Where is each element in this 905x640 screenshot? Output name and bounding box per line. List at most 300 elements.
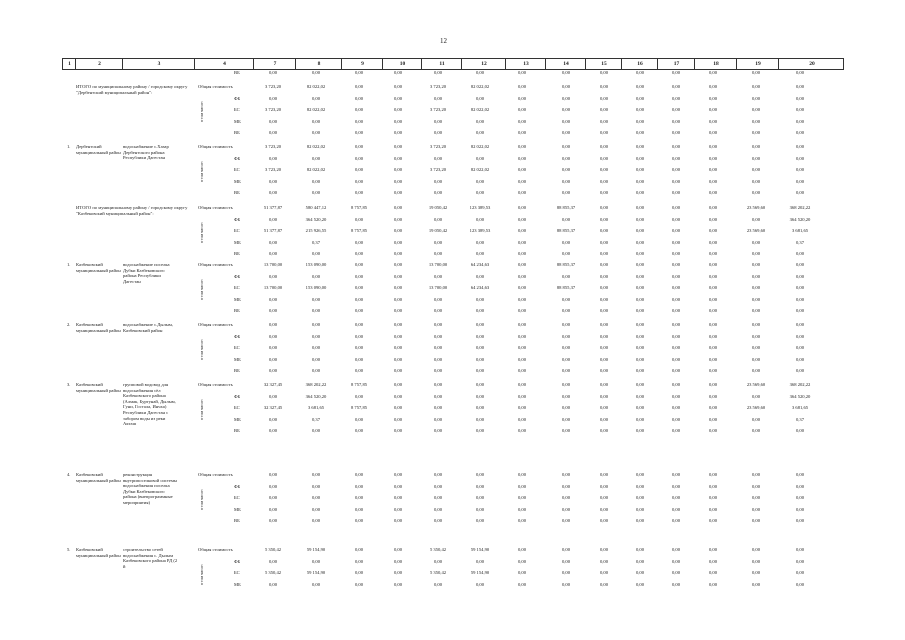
value-cell: 0,00 [561, 107, 571, 112]
in-total-vertical-label: в том числе: [199, 279, 204, 300]
header-cell: 2 [98, 61, 101, 67]
value-cell: 0,00 [751, 308, 761, 313]
value-cell: 0,00 [393, 547, 403, 552]
value-cell: 0,00 [561, 322, 571, 327]
value-cell: 0,00 [751, 95, 761, 101]
fund-label: ВБ [234, 190, 240, 195]
value-cell: 0,00 [751, 322, 761, 327]
value-cell: 0,00 [354, 262, 364, 267]
value-cell: 0,00 [795, 296, 805, 302]
value-cell: 0,00 [795, 84, 805, 89]
value-cell: 0,00 [599, 308, 609, 313]
value-cell: 0,00 [751, 130, 761, 135]
value-cell: 0,00 [475, 356, 485, 362]
value-cell: 0,00 [635, 472, 645, 477]
value-cell: 0,00 [561, 95, 571, 101]
value-cell: 51 377,87 [263, 205, 283, 210]
value-cell: 0,00 [599, 285, 609, 290]
value-cell: 8 757,85 [350, 228, 368, 233]
value-cell: 0,00 [517, 356, 527, 362]
value-cell: 0,00 [354, 570, 364, 575]
value-cell: 0,00 [795, 262, 805, 267]
value-cell: 82 022,02 [470, 167, 490, 172]
value-cell: 0,00 [561, 308, 571, 313]
value-cell: 0,00 [354, 495, 364, 500]
value-cell: 5 350,42 [429, 570, 447, 575]
value-cell: 0,00 [268, 70, 278, 75]
value-cell: 0,00 [311, 356, 321, 362]
value-cell: 0,00 [561, 356, 571, 362]
value-cell: 0,37 [311, 239, 321, 245]
value-cell: 0,00 [433, 495, 443, 500]
value-cell: 0,00 [311, 251, 321, 256]
value-cell: 0,00 [599, 581, 609, 587]
value-cell: 0,00 [268, 190, 278, 195]
value-cell: 0,00 [268, 581, 278, 587]
value-cell: 82 022,02 [306, 84, 326, 89]
value-cell: 0,00 [517, 228, 527, 233]
value-cell: 0,00 [517, 322, 527, 327]
value-cell: 0,00 [517, 144, 527, 149]
object-name: групповой водовод для водоснабжения сёл Казбековского района (Алмак, Буртунай, Дылым, Гуни, Гостала, Инчха) Республики Дагестан с забором воды из реки Акташ [123, 382, 176, 427]
value-cell: 0,00 [475, 70, 485, 75]
value-cell: 364 520,20 [305, 216, 327, 222]
value-cell: 0,00 [635, 322, 645, 327]
value-cell: 0,00 [433, 273, 443, 279]
value-cell: 0,00 [671, 144, 681, 149]
value-cell: 0,00 [268, 273, 278, 279]
fund-label: ФБ [234, 558, 241, 564]
value-cell: 0,00 [561, 190, 571, 195]
value-cell: 0,00 [433, 581, 443, 587]
value-cell: 153 090,00 [305, 285, 327, 290]
value-cell: 0,00 [561, 273, 571, 279]
value-cell: 0,00 [433, 558, 443, 564]
value-cell: 0,00 [635, 296, 645, 302]
value-cell: 0,00 [708, 190, 718, 195]
value-cell: 0,00 [708, 155, 718, 161]
value-cell: 0,00 [561, 345, 571, 350]
fund-label: БС [234, 570, 240, 575]
value-cell: 0,00 [671, 107, 681, 112]
value-cell: 82 022,02 [470, 144, 490, 149]
value-cell: 0,00 [475, 95, 485, 101]
value-cell: 0,00 [795, 428, 805, 433]
value-cell: 0,00 [708, 95, 718, 101]
value-cell: 0,00 [708, 356, 718, 362]
value-cell: 0,00 [393, 483, 403, 489]
value-cell: 0,00 [708, 130, 718, 135]
value-cell: 0,00 [433, 95, 443, 101]
value-cell: 0,00 [268, 118, 278, 124]
value-cell: 0,00 [751, 428, 761, 433]
value-cell: 0,00 [268, 296, 278, 302]
value-cell: 0,00 [671, 84, 681, 89]
value-cell: 0,00 [475, 155, 485, 161]
value-cell: 0,00 [671, 506, 681, 512]
value-cell: 23 569,60 [746, 228, 766, 233]
value-cell: 0,00 [393, 130, 403, 135]
fund-label: ВБ [234, 70, 240, 75]
value-cell: 0,00 [393, 581, 403, 587]
value-cell: 0,00 [311, 558, 321, 564]
value-cell: 0,00 [268, 322, 278, 327]
value-cell: 0,00 [475, 273, 485, 279]
header-divider [736, 59, 737, 70]
value-cell: 0,00 [393, 558, 403, 564]
value-cell: 82 022,02 [306, 144, 326, 149]
value-cell: 0,00 [561, 547, 571, 552]
value-cell: 0,00 [517, 167, 527, 172]
value-cell: 0,00 [311, 308, 321, 313]
value-cell: 0,00 [599, 178, 609, 184]
value-cell: 0,00 [561, 483, 571, 489]
total-label: Общая стоимость [198, 144, 233, 149]
value-cell: 0,00 [475, 416, 485, 422]
value-cell: 0,00 [433, 178, 443, 184]
header-divider [621, 59, 622, 70]
value-cell: 0,00 [635, 570, 645, 575]
value-cell: 0,00 [517, 416, 527, 422]
value-cell: 0,37 [795, 239, 805, 245]
municipality-name: Казбековский муниципальный район [76, 547, 121, 558]
value-cell: 5 350,42 [264, 570, 282, 575]
value-cell: 0,00 [517, 472, 527, 477]
fund-label: МБ [234, 356, 241, 362]
fund-label: ФБ [234, 393, 241, 399]
value-cell: 0,00 [599, 345, 609, 350]
value-cell: 0,00 [671, 472, 681, 477]
value-cell: 23 569,60 [746, 405, 766, 410]
value-cell: 0,00 [795, 472, 805, 477]
value-cell: 0,00 [599, 558, 609, 564]
value-cell: 0,00 [311, 95, 321, 101]
value-cell: 5 350,42 [429, 547, 447, 552]
value-cell: 0,00 [393, 251, 403, 256]
value-cell: 0,00 [561, 428, 571, 433]
value-cell: 0,00 [475, 322, 485, 327]
value-cell: 0,00 [751, 495, 761, 500]
value-cell: 0,00 [393, 118, 403, 124]
value-cell: 0,00 [795, 581, 805, 587]
value-cell: 0,00 [671, 368, 681, 373]
municipality-name: Казбековский муниципальный район [76, 262, 121, 273]
value-cell: 0,00 [635, 285, 645, 290]
value-cell: 0,00 [635, 205, 645, 210]
value-cell: 0,00 [561, 518, 571, 523]
in-total-vertical-label: в том числе: [199, 339, 204, 360]
value-cell: 364 520,20 [789, 216, 811, 222]
in-total-vertical-label: в том числе: [199, 161, 204, 182]
value-cell: 0,00 [671, 345, 681, 350]
value-cell: 0,00 [795, 345, 805, 350]
value-cell: 88 855,37 [556, 205, 576, 210]
value-cell: 0,00 [517, 262, 527, 267]
value-cell: 0,00 [517, 308, 527, 313]
in-total-vertical-label: в том числе: [199, 564, 204, 585]
fund-label: ВБ [234, 368, 240, 373]
header-cell: 1 [68, 61, 71, 67]
value-cell: 0,00 [561, 416, 571, 422]
value-cell: 0,00 [751, 345, 761, 350]
value-cell: 0,00 [268, 506, 278, 512]
value-cell: 0,00 [671, 190, 681, 195]
value-cell: 0,00 [635, 356, 645, 362]
value-cell: 0,00 [517, 428, 527, 433]
value-cell: 0,00 [311, 581, 321, 587]
value-cell: 0,00 [311, 178, 321, 184]
fund-label: МБ [234, 581, 241, 587]
fund-label: МБ [234, 239, 241, 245]
value-cell: 0,00 [268, 393, 278, 399]
value-cell: 0,00 [393, 570, 403, 575]
value-cell: 0,00 [751, 368, 761, 373]
value-cell: 0,00 [708, 262, 718, 267]
value-cell: 0,00 [795, 506, 805, 512]
value-cell: 0,00 [708, 570, 718, 575]
object-name: водоснабжение с.Дылым, Казбековский район [123, 322, 173, 333]
value-cell: 0,00 [517, 107, 527, 112]
value-cell: 0,00 [599, 167, 609, 172]
value-cell: 64 234,63 [470, 262, 490, 267]
value-cell: 0,00 [708, 483, 718, 489]
value-cell: 0,00 [393, 216, 403, 222]
row-number: 3. [67, 382, 71, 387]
header-divider [657, 59, 658, 70]
value-cell: 0,00 [635, 84, 645, 89]
value-cell: 0,00 [433, 483, 443, 489]
value-cell: 0,00 [751, 483, 761, 489]
value-cell: 13 700,00 [428, 262, 448, 267]
value-cell: 0,00 [751, 506, 761, 512]
value-cell: 0,00 [599, 144, 609, 149]
value-cell: 0,00 [671, 239, 681, 245]
header-cell: 16 [637, 61, 643, 67]
value-cell: 0,00 [475, 393, 485, 399]
value-cell: 0,00 [635, 416, 645, 422]
value-cell: 0,00 [795, 251, 805, 256]
value-cell: 0,00 [393, 205, 403, 210]
value-cell: 0,00 [354, 84, 364, 89]
value-cell: 0,00 [354, 239, 364, 245]
value-cell: 0,00 [671, 95, 681, 101]
value-cell: 0,00 [599, 239, 609, 245]
value-cell: 0,00 [599, 251, 609, 256]
value-cell: 0,00 [475, 296, 485, 302]
fund-label: БС [234, 228, 240, 233]
value-cell: 0,00 [561, 558, 571, 564]
value-cell: 0,00 [635, 273, 645, 279]
value-cell: 0,00 [475, 558, 485, 564]
total-label: Общая стоимость [198, 382, 233, 387]
value-cell: 0,00 [393, 506, 403, 512]
value-cell: 0,00 [751, 155, 761, 161]
value-cell: 0,00 [433, 368, 443, 373]
value-cell: 0,00 [795, 333, 805, 339]
value-cell: 0,00 [599, 518, 609, 523]
value-cell: 0,00 [795, 273, 805, 279]
value-cell: 0,00 [393, 382, 403, 387]
value-cell: 0,00 [354, 518, 364, 523]
value-cell: 8 757,85 [350, 205, 368, 210]
value-cell: 0,00 [311, 118, 321, 124]
value-cell: 0,00 [393, 190, 403, 195]
value-cell: 0,00 [268, 368, 278, 373]
value-cell: 0,00 [354, 356, 364, 362]
value-cell: 0,00 [311, 495, 321, 500]
header-divider [194, 59, 195, 70]
value-cell: 0,00 [268, 251, 278, 256]
header-cell: 10 [399, 61, 406, 67]
value-cell: 0,00 [751, 472, 761, 477]
value-cell: 0,00 [268, 356, 278, 362]
fund-label: ВБ [234, 428, 240, 433]
value-cell: 0,00 [354, 130, 364, 135]
value-cell: 0,00 [433, 416, 443, 422]
value-cell: 51 377,87 [263, 228, 283, 233]
value-cell: 0,00 [708, 144, 718, 149]
value-cell: 0,00 [268, 239, 278, 245]
value-cell: 0,00 [561, 144, 571, 149]
value-cell: 0,00 [671, 547, 681, 552]
value-cell: 0,00 [671, 70, 681, 75]
value-cell: 8 757,85 [350, 405, 368, 410]
value-cell: 0,00 [475, 506, 485, 512]
value-cell: 0,00 [671, 405, 681, 410]
value-cell: 0,00 [393, 356, 403, 362]
value-cell: 0,00 [635, 308, 645, 313]
header-cell: 20 [809, 61, 815, 67]
value-cell: 0,00 [393, 472, 403, 477]
in-total-vertical-label: в том числе: [199, 399, 204, 420]
value-cell: 0,00 [433, 155, 443, 161]
header-cell: 19 [755, 61, 761, 67]
value-cell: 0,00 [517, 393, 527, 399]
value-cell: 0,00 [433, 118, 443, 124]
value-cell: 0,00 [599, 495, 609, 500]
value-cell: 368 202,22 [305, 382, 327, 387]
value-cell: 0,00 [354, 95, 364, 101]
fund-label: БС [234, 285, 240, 290]
value-cell: 0,00 [795, 167, 805, 172]
value-cell: 0,00 [671, 205, 681, 210]
value-cell: 0,00 [433, 428, 443, 433]
value-cell: 0,00 [671, 393, 681, 399]
fund-label: ВБ [234, 518, 240, 523]
value-cell: 0,00 [708, 472, 718, 477]
value-cell: 0,00 [393, 107, 403, 112]
object-name: реконструкция внутрипоселковой системы водоснабжения поселка Дубки Казбековского района (внепрограммные мероприятия) [123, 472, 177, 505]
value-cell: 0,00 [599, 472, 609, 477]
value-cell: 0,00 [795, 483, 805, 489]
value-cell: 0,00 [268, 95, 278, 101]
value-cell: 3 681,65 [791, 228, 809, 233]
value-cell: 88 855,37 [556, 228, 576, 233]
value-cell: 59 154,90 [306, 570, 326, 575]
value-cell: 0,00 [433, 333, 443, 339]
value-cell: 0,00 [708, 393, 718, 399]
value-cell: 0,00 [635, 228, 645, 233]
value-cell: 0,00 [671, 558, 681, 564]
value-cell: 0,00 [393, 228, 403, 233]
value-cell: 0,00 [671, 296, 681, 302]
value-cell: 0,00 [354, 428, 364, 433]
value-cell: 0,00 [268, 495, 278, 500]
value-cell: 0,00 [433, 356, 443, 362]
row-number: 4. [67, 472, 71, 477]
value-cell: 0,00 [561, 239, 571, 245]
value-cell: 0,00 [268, 345, 278, 350]
value-cell: 0,00 [393, 428, 403, 433]
municipality-name: Дербентский муниципальный район [76, 144, 121, 155]
value-cell: 0,00 [354, 416, 364, 422]
value-cell: 364 520,20 [305, 393, 327, 399]
value-cell: 0,00 [671, 228, 681, 233]
value-cell: 0,00 [433, 251, 443, 256]
value-cell: 8 757,85 [350, 382, 368, 387]
value-cell: 0,00 [354, 273, 364, 279]
value-cell: 0,00 [671, 495, 681, 500]
value-cell: 0,00 [268, 472, 278, 477]
value-cell: 0,00 [433, 130, 443, 135]
fund-label: БС [234, 345, 240, 350]
value-cell: 0,00 [475, 190, 485, 195]
in-total-vertical-label: в том числе: [199, 489, 204, 510]
value-cell: 0,00 [268, 308, 278, 313]
value-cell: 88 855,37 [556, 262, 576, 267]
value-cell: 0,00 [354, 345, 364, 350]
value-cell: 0,00 [671, 273, 681, 279]
value-cell: 0,00 [433, 405, 443, 410]
header-cell: 11 [439, 61, 445, 67]
value-cell: 82 022,02 [470, 107, 490, 112]
object-name: водоснабжение поселка Дубки Казбековского района Республики Дагестан [123, 262, 170, 284]
value-cell: 0,00 [268, 155, 278, 161]
value-cell: 0,00 [599, 506, 609, 512]
value-cell: 0,00 [671, 130, 681, 135]
value-cell: 3 723,20 [429, 144, 447, 149]
value-cell: 0,00 [268, 130, 278, 135]
value-cell: 0,00 [599, 547, 609, 552]
header-divider [694, 59, 695, 70]
value-cell: 0,00 [708, 285, 718, 290]
value-cell: 0,00 [393, 285, 403, 290]
value-cell: 0,00 [517, 285, 527, 290]
value-cell: 32 327,45 [263, 405, 283, 410]
value-cell: 0,00 [517, 239, 527, 245]
object-name: водоснабжение с.Хазар Дербентского района Республики Дагестан [123, 144, 169, 161]
fund-label: БС [234, 107, 240, 112]
value-cell: 0,00 [708, 382, 718, 387]
value-cell: 0,00 [635, 118, 645, 124]
value-cell: 0,00 [635, 262, 645, 267]
value-cell: 0,00 [354, 506, 364, 512]
value-cell: 0,00 [561, 581, 571, 587]
value-cell: 0,00 [635, 239, 645, 245]
fund-label: ФБ [234, 95, 241, 101]
value-cell: 0,00 [517, 333, 527, 339]
value-cell: 0,00 [599, 262, 609, 267]
value-cell: 123 389,53 [469, 228, 491, 233]
value-cell: 0,00 [708, 178, 718, 184]
value-cell: 0,00 [708, 547, 718, 552]
value-cell: 0,00 [599, 107, 609, 112]
value-cell: 0,00 [517, 205, 527, 210]
value-cell: 82 022,02 [470, 84, 490, 89]
value-cell: 3 681,65 [791, 405, 809, 410]
value-cell: 0,00 [354, 190, 364, 195]
value-cell: 0,00 [354, 251, 364, 256]
